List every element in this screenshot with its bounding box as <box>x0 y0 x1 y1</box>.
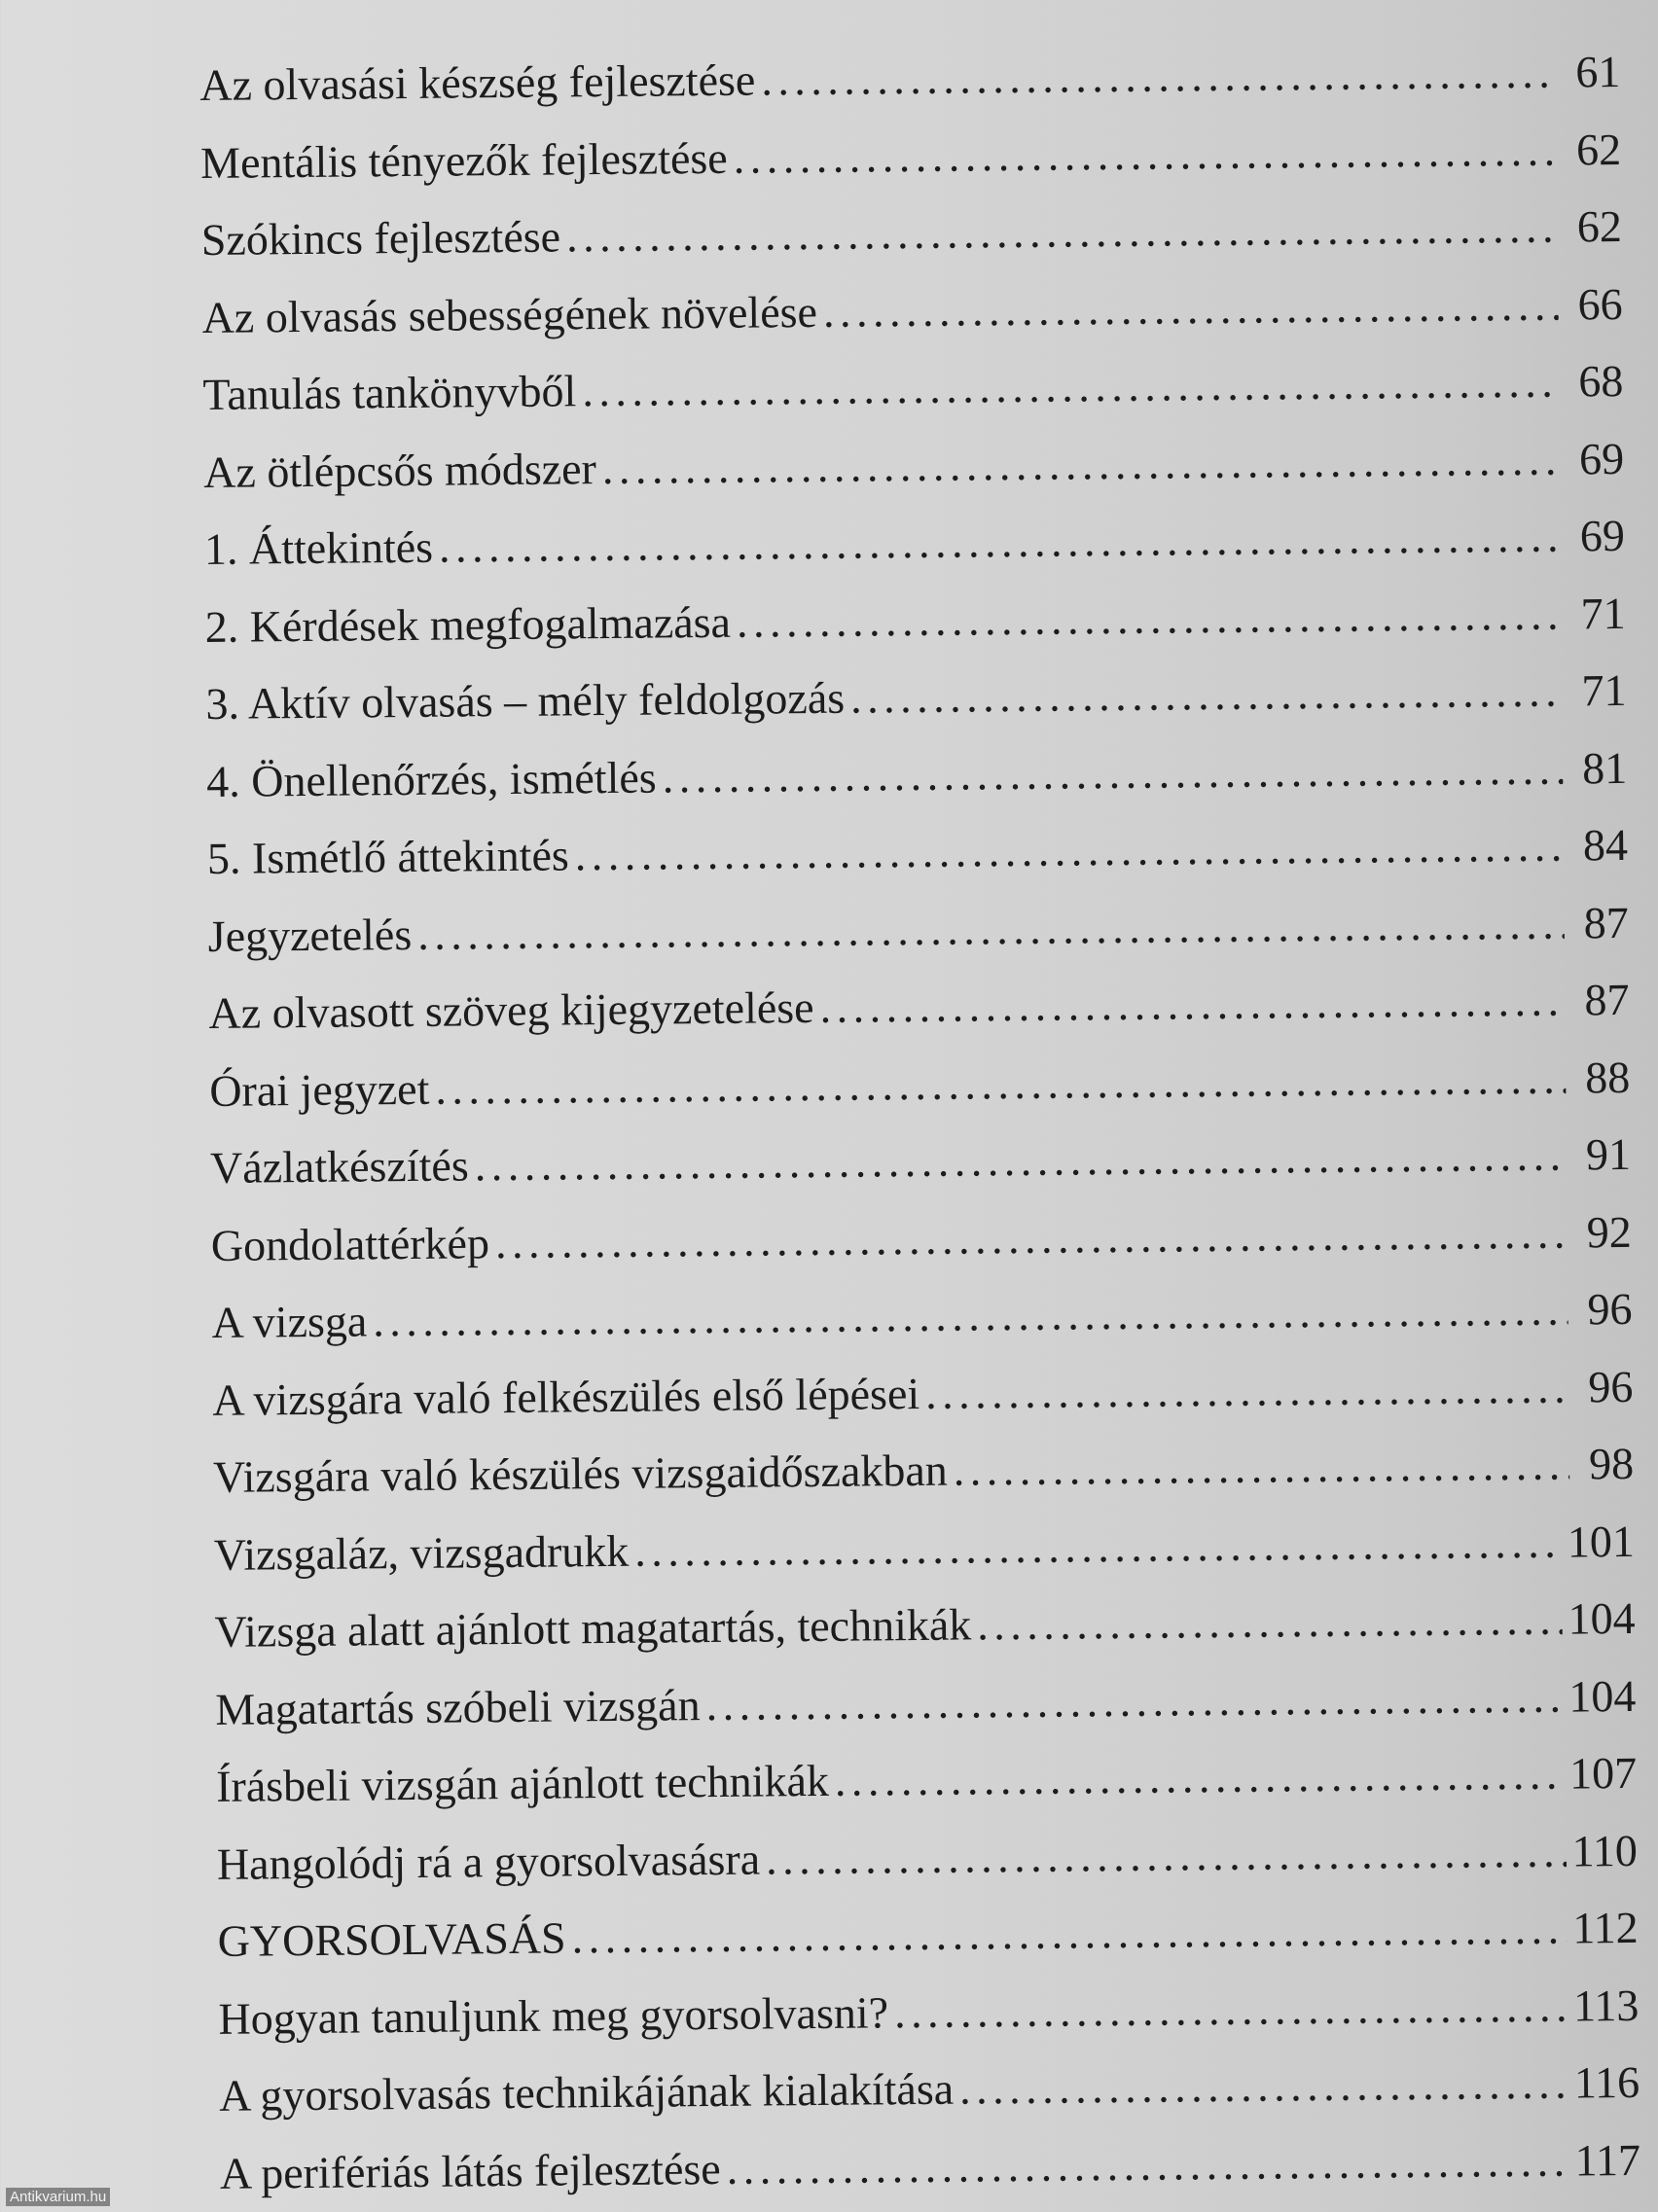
toc-entry <box>217 1811 1639 1903</box>
toc-entry <box>207 806 1629 898</box>
toc-entry-page-number: 91 <box>1585 1128 1632 1180</box>
toc-entry-page-number: 110 <box>1571 1825 1639 1876</box>
toc-entry <box>213 1502 1635 1593</box>
toc-entry-title: Az ötlépcsős módszer <box>202 443 597 497</box>
toc-entry-title: GYORSOLVASÁS <box>217 1912 566 1966</box>
toc-entry-title: A perifériás látás fejlesztése <box>219 2143 721 2198</box>
toc-entry-title: Vázlatkészítés <box>209 1140 469 1193</box>
toc-entry-title: Mentális tényezők fejlesztése <box>199 132 728 188</box>
toc-entry-page-number: 71 <box>1581 664 1627 716</box>
toc-entry <box>216 1734 1638 1826</box>
toc-entry-page-number: 71 <box>1580 588 1626 638</box>
toc-entry-page-number: 92 <box>1586 1206 1633 1257</box>
dot-leader <box>566 189 1559 275</box>
dot-leader <box>953 1426 1569 1510</box>
toc-entry <box>206 729 1628 820</box>
dot-leader <box>761 34 1557 119</box>
toc-entry <box>210 1193 1632 1284</box>
toc-entry-title: 5. Ismétlő áttekintés <box>206 830 570 883</box>
toc-entry-title: Írásbeli vizsgán ajánlott technikák <box>215 1755 830 1811</box>
toc-entry <box>204 497 1626 589</box>
dot-leader <box>733 111 1557 196</box>
toc-entry-page-number: 112 <box>1572 1902 1639 1953</box>
dot-leader <box>474 1117 1567 1204</box>
dot-leader <box>495 1194 1568 1281</box>
dot-leader <box>373 1271 1568 1360</box>
toc-entry-page-number: 68 <box>1578 355 1624 407</box>
toc-entry-page-number: 66 <box>1577 278 1623 329</box>
toc-entry-page-number: 81 <box>1581 742 1628 793</box>
toc-entry-title: A vizsgára való felkészülés első lépései <box>212 1368 920 1425</box>
dot-leader <box>925 1348 1569 1432</box>
toc-entry-page-number: 69 <box>1578 433 1625 483</box>
dot-leader <box>726 2122 1569 2207</box>
toc-entry-page-number: 107 <box>1568 1747 1638 1799</box>
toc-entry <box>207 883 1629 975</box>
toc-entry-title: Vizsga alatt ajánlott magatartás, technikák <box>214 1599 972 1657</box>
dot-leader <box>959 2045 1569 2128</box>
toc-entry-title: Az olvasott szöveg kijegyzetelése <box>208 981 814 1038</box>
toc-entry-title: Vizsgaláz, vizsgadrukk <box>213 1525 630 1580</box>
toc-entry-page-number: 116 <box>1573 2056 1640 2108</box>
toc-entry-title: Hogyan tanuljunk meg gyorsolvasni? <box>218 1986 889 2044</box>
toc-entry-page-number: 87 <box>1583 897 1629 947</box>
toc-entry-page-number: 117 <box>1574 2134 1641 2186</box>
toc-entry-title: Jegyzetelés <box>207 909 413 961</box>
toc-entry <box>208 961 1630 1052</box>
toc-entry <box>199 33 1621 125</box>
toc-entry-title: A gyorsolvasás technikájának kialakítása <box>218 2063 955 2121</box>
toc-entry-page-number: 87 <box>1584 974 1630 1025</box>
watermark: Antikvarium.hu <box>6 2188 110 2206</box>
toc-entry-page-number: 101 <box>1567 1516 1636 1567</box>
dot-leader <box>634 1503 1562 1589</box>
table-of-contents <box>199 33 1640 2212</box>
dot-leader <box>439 498 1562 587</box>
toc-entry-page-number: 88 <box>1584 1052 1631 1102</box>
toc-entry <box>205 652 1627 743</box>
toc-entry-page-number: 113 <box>1572 1980 1640 2031</box>
toc-entry <box>214 1580 1636 1671</box>
toc-entry <box>203 419 1625 511</box>
dot-leader <box>834 1735 1564 1820</box>
dot-leader <box>766 1812 1567 1897</box>
toc-entry <box>218 1966 1640 2057</box>
dot-leader <box>662 730 1563 815</box>
toc-entry-title: Gondolattérkép <box>210 1217 490 1270</box>
toc-entry <box>200 110 1622 201</box>
toc-entry-title: 2. Kérdések megfogalmazása <box>204 596 732 652</box>
toc-entry <box>217 1889 1639 1980</box>
toc-entry-title: Szókincs fejlesztése <box>200 211 561 265</box>
dot-leader <box>894 1967 1568 2051</box>
dot-leader <box>435 1039 1567 1127</box>
toc-entry <box>201 188 1623 279</box>
toc-entry-title: Magatartás szóbeli vizsgán <box>215 1679 701 1734</box>
dot-leader <box>571 1890 1567 1977</box>
toc-entry-title: 4. Önellenőrzés, ismétlés <box>206 752 657 806</box>
toc-entry <box>209 1038 1631 1129</box>
toc-entry-title: 3. Aktív olvasás – mély feldolgozás <box>205 672 846 729</box>
toc-entry-title: Az olvasás sebességének növelése <box>201 286 818 342</box>
dot-leader <box>574 807 1564 894</box>
toc-entry-page-number: 69 <box>1579 510 1626 561</box>
toc-entry-page-number: 104 <box>1568 1592 1636 1644</box>
toc-entry <box>212 1347 1634 1439</box>
toc-entry-page-number: 84 <box>1582 819 1629 871</box>
toc-entry-title: Vizsgára való készülés vizsgaidőszakban <box>212 1445 949 1502</box>
toc-entry-page-number: 104 <box>1568 1670 1637 1722</box>
toc-entry-title: A vizsga <box>211 1296 368 1347</box>
toc-entry-title: Tanulás tankönyvből <box>202 366 577 419</box>
dot-leader <box>977 1581 1563 1663</box>
toc-entry <box>211 1270 1633 1362</box>
toc-entry-page-number: 62 <box>1576 200 1623 252</box>
dot-leader <box>850 653 1563 737</box>
dot-leader <box>823 266 1559 350</box>
dot-leader <box>582 343 1560 430</box>
toc-entry <box>213 1425 1635 1516</box>
toc-entry <box>220 2121 1641 2212</box>
toc-entry <box>202 342 1624 434</box>
dot-leader <box>705 1658 1564 1743</box>
dot-leader <box>601 420 1560 507</box>
toc-entry <box>201 265 1623 356</box>
toc-entry <box>219 2044 1640 2135</box>
dot-leader <box>737 575 1562 660</box>
toc-entry <box>204 574 1626 665</box>
toc-entry-page-number: 61 <box>1575 46 1621 97</box>
toc-entry-page-number: 96 <box>1587 1283 1633 1335</box>
toc-entry-page-number: 98 <box>1588 1438 1635 1489</box>
dot-leader <box>417 884 1565 973</box>
toc-entry-page-number: 62 <box>1575 124 1622 174</box>
toc-entry-page-number: 96 <box>1588 1361 1634 1411</box>
toc-entry-title: Órai jegyzet <box>209 1063 430 1116</box>
dot-leader <box>819 962 1566 1047</box>
toc-entry-title: 1. Áttekintés <box>203 521 434 574</box>
toc-entry-title: Hangolódj rá a gyorsolvasásra <box>216 1834 761 1889</box>
toc-entry-title: Az olvasási készség fejlesztése <box>199 54 756 110</box>
toc-entry <box>215 1657 1637 1748</box>
toc-entry <box>210 1116 1632 1207</box>
